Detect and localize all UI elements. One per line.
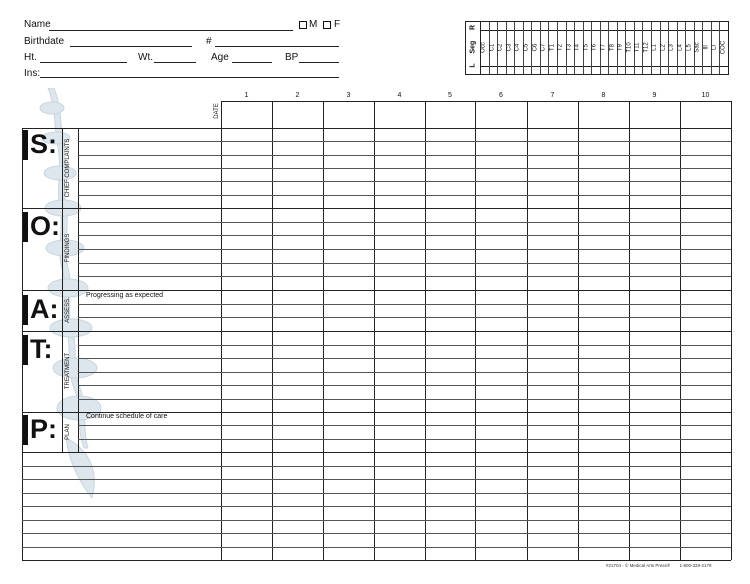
- grid-row-line: [22, 547, 731, 548]
- segment-label: L2: [660, 44, 667, 51]
- section-boundary: [22, 208, 731, 209]
- segment-right-cell[interactable]: [574, 22, 583, 30]
- grid-column-line: [731, 101, 732, 560]
- grid-row-line: [78, 439, 731, 440]
- plan-note: Continue schedule of care: [86, 413, 168, 420]
- segment-label: T11: [634, 42, 641, 53]
- segment-label: LI: [711, 45, 718, 51]
- segment-label: T9: [617, 44, 624, 52]
- segment-right-cell[interactable]: [685, 22, 694, 30]
- segment-label: T10: [626, 42, 633, 53]
- column-number: 10: [701, 92, 710, 99]
- section-boundary: [22, 560, 731, 561]
- weight-label: Wt.: [138, 52, 153, 63]
- column-number: 3: [346, 92, 351, 99]
- segment-right-cell[interactable]: [506, 22, 515, 30]
- grid-row-line: [22, 479, 731, 480]
- segment-label: C4: [514, 43, 521, 52]
- treatment-label: TREATMENT: [65, 352, 71, 390]
- grid-row-line: [78, 317, 731, 318]
- section-boundary: [22, 452, 731, 453]
- segment-right-cell[interactable]: [608, 22, 617, 30]
- male-label: M: [309, 19, 318, 30]
- grid-row-line: [78, 181, 731, 182]
- segment-divider: [480, 30, 728, 31]
- segment-label: T1: [549, 44, 556, 52]
- segment-left-cell[interactable]: [548, 66, 557, 74]
- grid-row-line: [78, 345, 731, 346]
- footer: [606, 563, 711, 568]
- bp-label: BP: [285, 52, 299, 63]
- segment-left-cell[interactable]: [583, 66, 592, 74]
- date-label: DATE: [214, 103, 220, 119]
- segment-left-cell[interactable]: [497, 66, 506, 74]
- segment-right-cell[interactable]: [523, 22, 532, 30]
- grid-row-line: [78, 372, 731, 373]
- segment-left-cell[interactable]: [523, 66, 532, 74]
- birthdate-label: Birthdate: [24, 36, 65, 47]
- grid-row-line: [78, 425, 731, 426]
- segment-right-cell[interactable]: [497, 22, 506, 30]
- column-number: 5: [448, 92, 452, 99]
- segment-left-cell[interactable]: [617, 66, 626, 74]
- grid-row-line: [22, 520, 731, 521]
- grid-row-line: [22, 466, 731, 467]
- column-number: 6: [499, 92, 503, 99]
- column-number: 9: [652, 92, 657, 99]
- a-bar: [23, 295, 28, 325]
- segment-label: C5: [523, 43, 530, 52]
- age-label: Age: [211, 52, 229, 63]
- segment-label: Occ: [480, 42, 487, 53]
- segment-left-cell[interactable]: [608, 66, 617, 74]
- segment-left-cell[interactable]: [506, 66, 515, 74]
- name-label: Name: [24, 19, 51, 30]
- segment-right-cell[interactable]: [634, 22, 643, 30]
- grid-row-line: [78, 235, 731, 236]
- height-field[interactable]: [40, 62, 127, 63]
- segment-right-cell[interactable]: [642, 22, 651, 30]
- form-id: #21704 - © Medical Arts Press®: [606, 563, 671, 568]
- column-number: 8: [601, 92, 606, 99]
- grid-row-line: [78, 195, 731, 196]
- segment-left-cell[interactable]: [489, 66, 498, 74]
- grid-row-line: [78, 358, 731, 359]
- segment-right-cell[interactable]: [625, 22, 634, 30]
- segment-label: T4: [574, 44, 581, 52]
- segment-label: COC: [720, 40, 727, 55]
- seg-right-label: R: [469, 24, 477, 31]
- segment-right-cell[interactable]: [719, 22, 728, 30]
- segment-left-cell[interactable]: [480, 66, 489, 74]
- segment-left-cell[interactable]: [711, 66, 720, 74]
- column-number: 1: [244, 92, 249, 99]
- segment-left-cell[interactable]: [600, 66, 609, 74]
- segment-right-cell[interactable]: [489, 22, 498, 30]
- segment-label: L4: [677, 44, 684, 51]
- phone-number: 1-800-328-2179: [679, 563, 712, 568]
- segment-right-cell[interactable]: [557, 22, 566, 30]
- findings-label: FINDINGS: [65, 233, 71, 263]
- segment-left-cell[interactable]: [574, 66, 583, 74]
- segment-label: Sac: [694, 42, 701, 53]
- chief-complaints-label: CHIEF COMPLAINTS: [65, 138, 71, 198]
- segment-right-cell[interactable]: [711, 22, 720, 30]
- segment-label: C7: [540, 43, 547, 52]
- segment-right-cell[interactable]: [617, 22, 626, 30]
- male-checkbox[interactable]: [299, 21, 307, 29]
- segment-right-cell[interactable]: [531, 22, 540, 30]
- segment-left-cell[interactable]: [642, 66, 651, 74]
- birthdate-field[interactable]: [70, 46, 192, 47]
- o-bar: [23, 212, 28, 242]
- grid-row-line: [78, 168, 731, 169]
- segment-right-cell[interactable]: [651, 22, 660, 30]
- segment-label: C1: [489, 43, 496, 52]
- segment-label: L3: [668, 44, 675, 51]
- number-field[interactable]: [215, 46, 339, 47]
- female-checkbox[interactable]: [323, 21, 331, 29]
- segment-left-cell[interactable]: [591, 66, 600, 74]
- segment-label: C3: [506, 43, 513, 52]
- p-letter: P:: [30, 414, 57, 444]
- segment-left-cell[interactable]: [651, 66, 660, 74]
- segment-right-cell[interactable]: [677, 22, 686, 30]
- segment-right-cell[interactable]: [591, 22, 600, 30]
- segment-left-cell[interactable]: [719, 66, 728, 74]
- segment-chart: [465, 21, 729, 75]
- grid-row-line: [22, 493, 731, 494]
- bp-field[interactable]: [299, 62, 339, 63]
- column-number: 2: [295, 92, 300, 99]
- segment-left-cell[interactable]: [514, 66, 523, 74]
- t-letter: T:: [30, 334, 53, 364]
- grid-row-line: [78, 263, 731, 264]
- grid-row-line: [78, 141, 731, 142]
- grid-row-line: [22, 506, 731, 507]
- age-field[interactable]: [232, 62, 272, 63]
- segment-left-cell[interactable]: [694, 66, 703, 74]
- segment-label: T7: [600, 44, 607, 52]
- seg-seg-label: Seg: [469, 40, 477, 54]
- segment-right-cell[interactable]: [694, 22, 703, 30]
- assessment-note: Progressing as expected: [86, 292, 164, 299]
- segment-left-cell[interactable]: [660, 66, 669, 74]
- segment-label: Ill: [703, 45, 710, 50]
- ins-field[interactable]: [40, 77, 339, 78]
- segment-left-cell[interactable]: [685, 66, 694, 74]
- weight-field[interactable]: [154, 62, 196, 63]
- grid-row-line: [78, 222, 731, 223]
- segment-right-cell[interactable]: [480, 22, 489, 30]
- segment-label: T8: [609, 44, 616, 52]
- segment-right-cell[interactable]: [583, 22, 592, 30]
- name-field[interactable]: [49, 30, 293, 31]
- section-boundary: [22, 290, 731, 291]
- segment-left-cell[interactable]: [634, 66, 643, 74]
- grid-row-line: [22, 533, 731, 534]
- plan-label: PLAN: [65, 424, 71, 440]
- a-letter: A:: [30, 294, 59, 324]
- segment-label: T12: [643, 42, 650, 53]
- segment-label: T5: [583, 44, 590, 52]
- grid-row-line: [78, 385, 731, 386]
- segment-left-cell[interactable]: [677, 66, 686, 74]
- p-bar: [23, 415, 28, 445]
- grid-row-line: [78, 276, 731, 277]
- segment-right-cell[interactable]: [566, 22, 575, 30]
- column-number: 7: [550, 92, 555, 99]
- s-bar: [23, 130, 28, 160]
- segment-right-cell[interactable]: [548, 22, 557, 30]
- o-letter: O:: [30, 211, 60, 241]
- segment-label: T2: [557, 44, 564, 52]
- segment-left-cell[interactable]: [625, 66, 634, 74]
- segment-left-cell[interactable]: [540, 66, 549, 74]
- segment-label: L5: [686, 44, 693, 51]
- number-label: #: [206, 36, 212, 47]
- segment-label: L1: [651, 44, 658, 51]
- segment-label: C2: [497, 43, 504, 52]
- segment-left-cell[interactable]: [702, 66, 711, 74]
- segment-left-cell[interactable]: [668, 66, 677, 74]
- assess-label: ASSESS.: [65, 297, 71, 323]
- segment-left-cell[interactable]: [531, 66, 540, 74]
- t-bar: [23, 335, 28, 365]
- height-label: Ht.: [24, 52, 37, 63]
- segment-right-cell[interactable]: [600, 22, 609, 30]
- grid-row-line: [78, 249, 731, 250]
- segment-right-cell[interactable]: [660, 22, 669, 30]
- segment-label: T3: [566, 44, 573, 52]
- grid-row-line: [78, 155, 731, 156]
- female-label: F: [334, 19, 341, 30]
- segment-right-cell[interactable]: [668, 22, 677, 30]
- segment-label: T6: [591, 44, 598, 52]
- grid-header-top: [221, 101, 731, 102]
- segment-left-cell[interactable]: [557, 66, 566, 74]
- ins-label: Ins:: [24, 68, 41, 79]
- segment-right-cell[interactable]: [514, 22, 523, 30]
- segment-right-cell[interactable]: [702, 22, 711, 30]
- grid-row-line: [78, 399, 731, 400]
- section-boundary: [22, 128, 731, 129]
- seg-left-label: L: [469, 63, 477, 68]
- column-number: 4: [397, 92, 402, 99]
- section-boundary: [22, 331, 731, 332]
- s-letter: S:: [30, 129, 57, 159]
- segment-left-cell[interactable]: [566, 66, 575, 74]
- segment-right-cell[interactable]: [540, 22, 549, 30]
- grid-row-line: [78, 304, 731, 305]
- segment-label: C6: [532, 43, 539, 52]
